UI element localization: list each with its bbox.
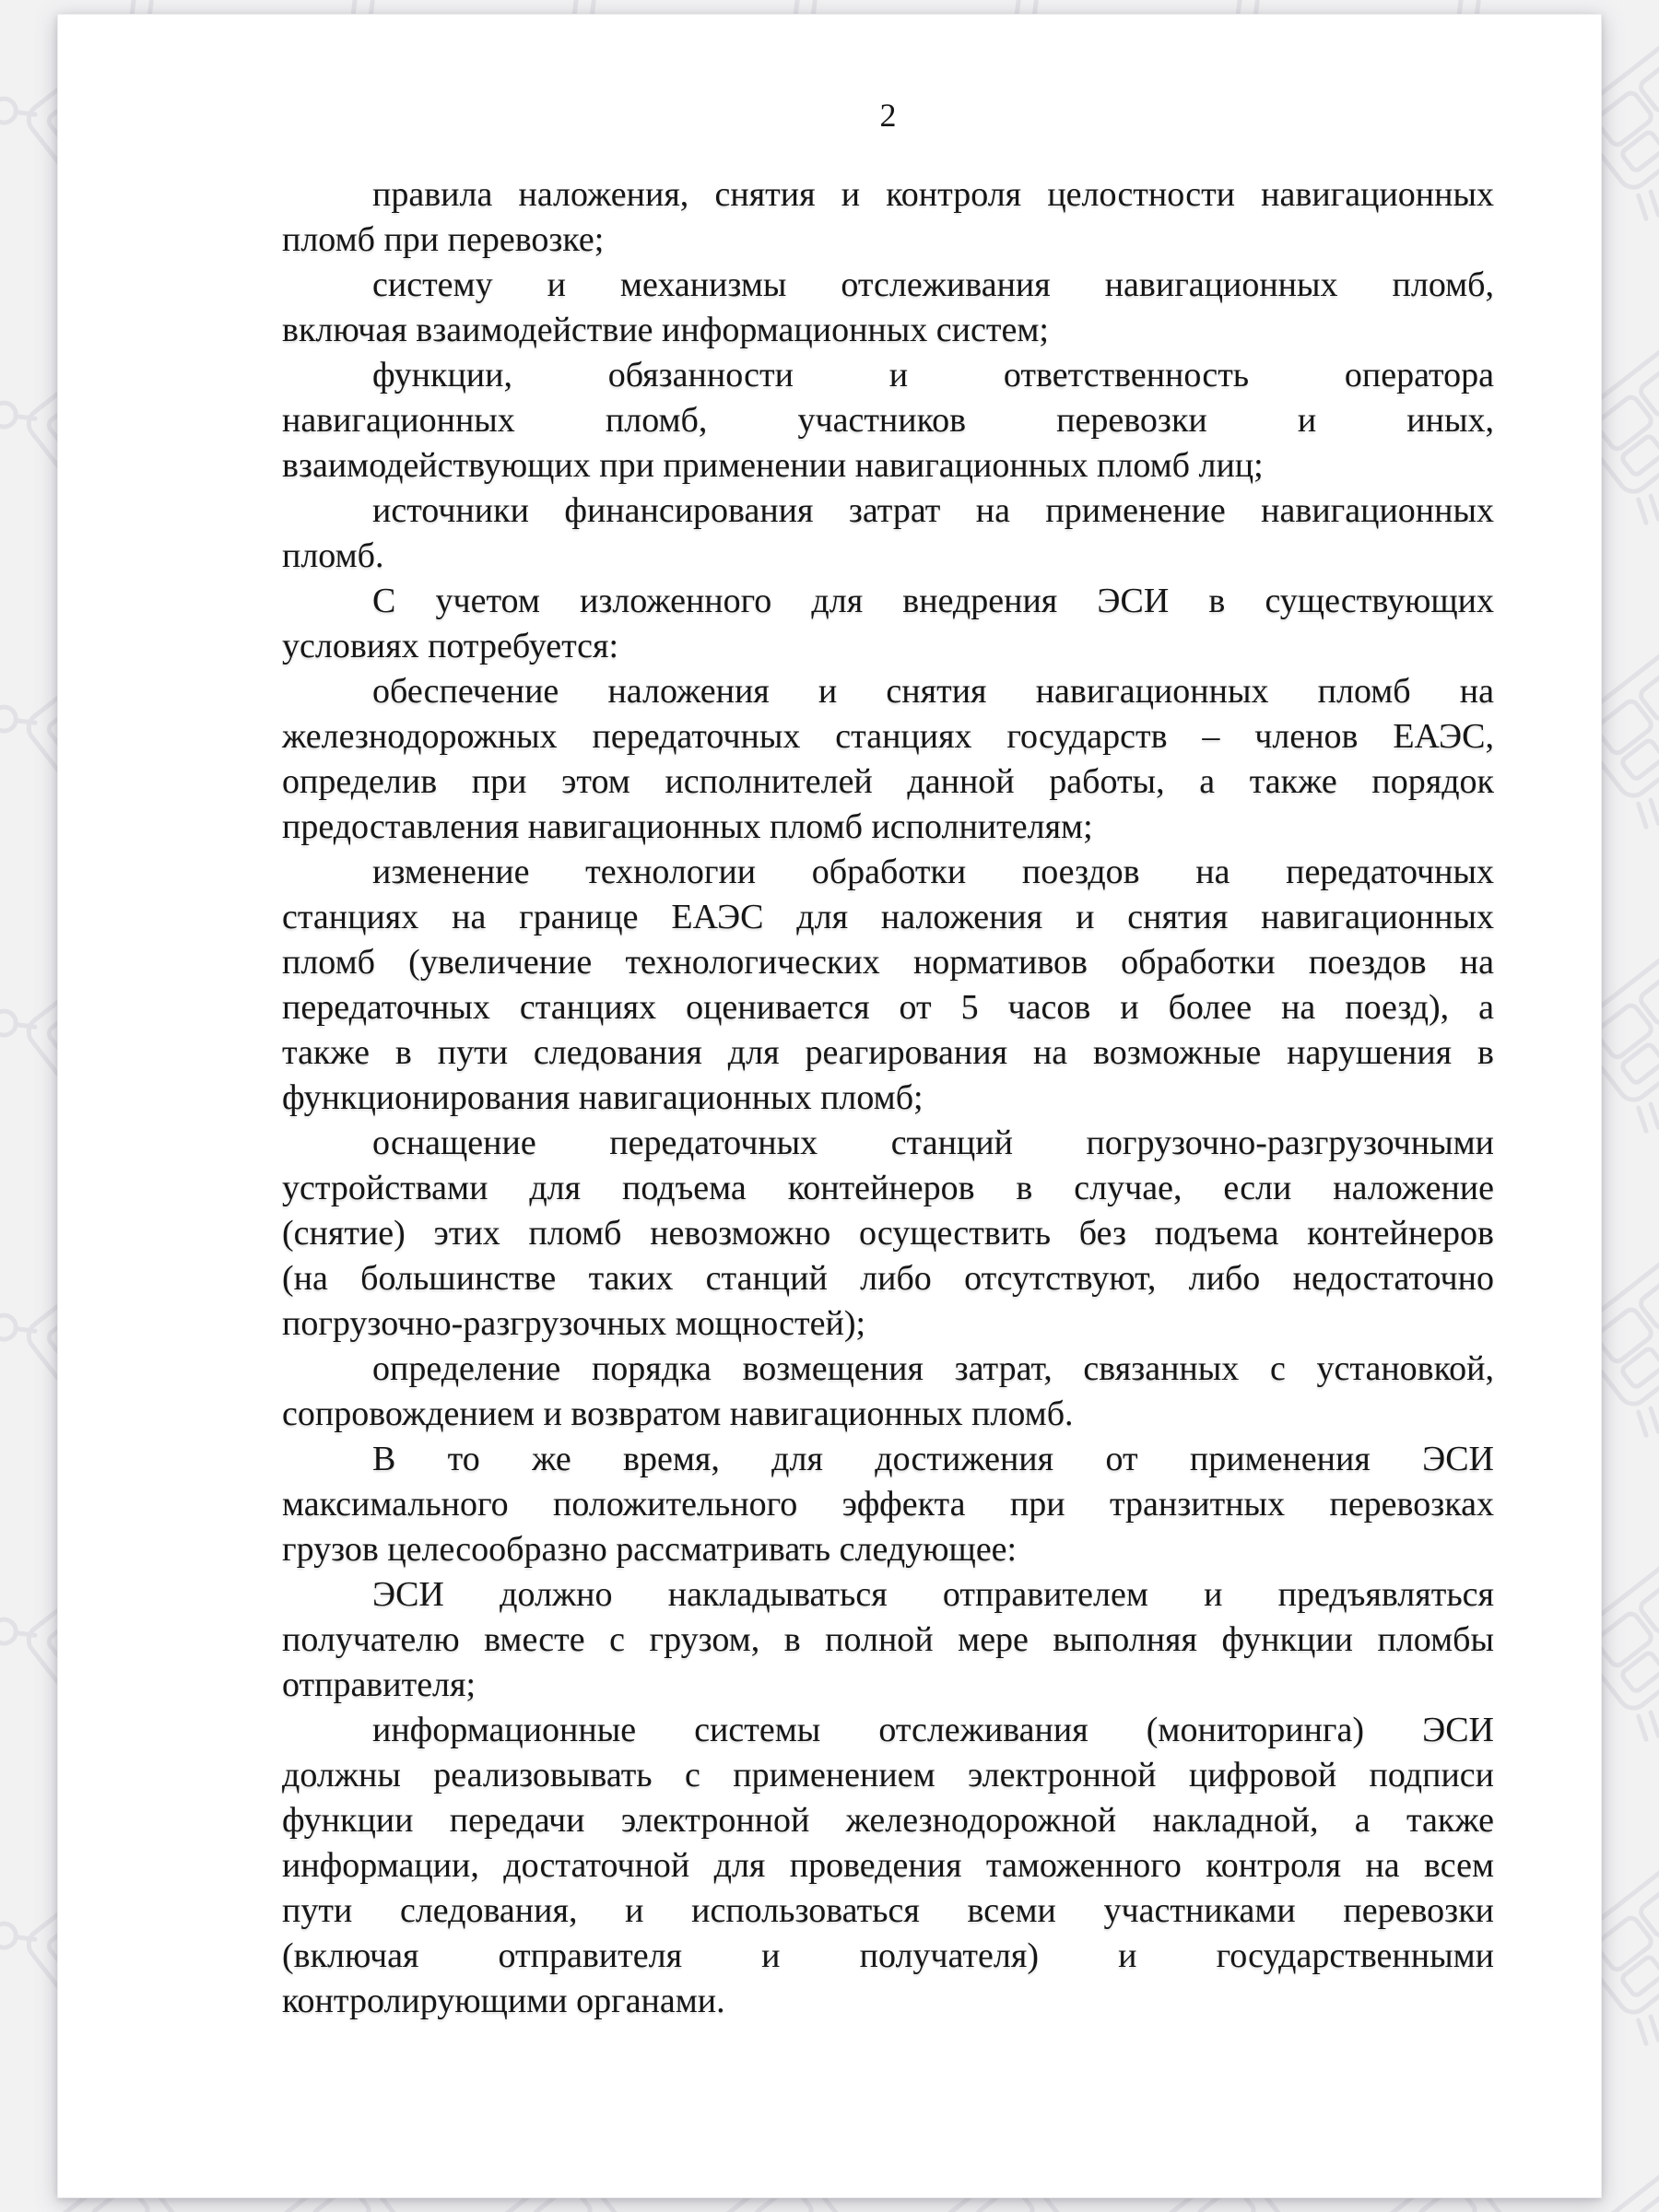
text-line: оснащение передаточных станций погрузочно-разгрузочными [372, 1124, 1494, 1162]
text-line: информации, достаточной для проведения таможенного контроля на всем [282, 1846, 1494, 1885]
text-line: обеспечение наложения и снятия навигационных пломб на [372, 672, 1494, 711]
text-line: пломб (увеличение технологических нормативов обработки поездов на [282, 943, 1494, 982]
text-line: пломб при перевозке; [282, 220, 605, 259]
text-line: навигационных пломб, участников перевозки и иных, [282, 401, 1494, 440]
paragraph [282, 850, 1494, 1121]
text-line: определение порядка возмещения затрат, связанных с установкой, [372, 1349, 1494, 1388]
text-line: функционирования навигационных пломб; [282, 1078, 924, 1117]
text-line: отправителя; [282, 1665, 477, 1704]
text-line: пломб. [282, 536, 384, 575]
text-line: определив при этом исполнителей данной работы, а также порядок [282, 762, 1494, 801]
paragraph [282, 172, 1494, 263]
text-line: (снятие) этих пломб невозможно осуществить без подъема контейнеров [282, 1214, 1494, 1253]
document-content [282, 15, 1494, 2024]
paragraph [282, 488, 1494, 579]
paragraph [282, 1437, 1494, 1572]
text-line: С учетом изложенного для внедрения ЭСИ в существующих [372, 582, 1494, 620]
text-line: сопровождением и возвратом навигационных пломб. [282, 1394, 1074, 1433]
text-line: информационные системы отслеживания (мониторинга) ЭСИ [372, 1711, 1494, 1749]
text-line: условиях потребуется: [282, 627, 619, 665]
paragraph [282, 579, 1494, 669]
text-line: устройствами для подъема контейнеров в случае, если наложение [282, 1169, 1494, 1207]
text-line: правила наложения, снятия и контроля целостности навигационных [372, 175, 1494, 214]
text-line: ЭСИ должно накладываться отправителем и предъявляться [372, 1575, 1494, 1614]
text-line: максимального положительного эффекта при транзитных перевозках [282, 1485, 1494, 1524]
text-line: источники финансирования затрат на применение навигационных [372, 491, 1494, 530]
text-line: также в пути следования для реагирования на возможные нарушения в [282, 1033, 1494, 1072]
text-line: получателю вместе с грузом, в полной мере выполняя функции пломбы [282, 1620, 1494, 1659]
text-line: функции, обязанности и ответственность оператора [372, 356, 1494, 394]
text-line: должны реализовывать с применением электронной цифровой подписи [282, 1756, 1494, 1794]
text-line: контролирующими органами. [282, 1982, 725, 2020]
text-line: систему и механизмы отслеживания навигационных пломб, [372, 265, 1494, 304]
text-line: взаимодействующих при применении навигационных пломб лиц; [282, 446, 1264, 485]
paragraph [282, 1572, 1494, 1708]
text-line: станциях на границе ЕАЭС для наложения и снятия навигационных [282, 898, 1494, 936]
text-line: передаточных станциях оценивается от 5 часов и более на поезд), а [282, 988, 1494, 1027]
paragraph [282, 1121, 1494, 1347]
paragraph [282, 669, 1494, 850]
text-line: предоставления навигационных пломб исполнителям; [282, 807, 1093, 846]
text-line: (включая отправителя и получателя) и государственными [282, 1936, 1494, 1975]
text-line: грузов целесообразно рассматривать следующее: [282, 1530, 1018, 1569]
text-line: (на большинстве таких станций либо отсутствуют, либо недостаточно [282, 1259, 1494, 1298]
text-line: погрузочно-разгрузочных мощностей); [282, 1304, 866, 1343]
document-page [57, 14, 1602, 2198]
text-line: пути следования, и использоваться всеми участниками перевозки [282, 1891, 1494, 1930]
paragraph [282, 263, 1494, 353]
document-body [282, 172, 1494, 2024]
paragraph [282, 353, 1494, 488]
text-line: В то же время, для достижения от применения ЭСИ [372, 1440, 1494, 1478]
paragraph [282, 1347, 1494, 1437]
text-line: функции передачи электронной железнодорожной накладной, а также [282, 1801, 1494, 1840]
text-line: железнодорожных передаточных станциях государств – членов ЕАЭС, [282, 717, 1494, 756]
page-number: 2 [879, 97, 897, 134]
text-line: изменение технологии обработки поездов на передаточных [372, 853, 1494, 891]
text-line: включая взаимодействие информационных систем; [282, 311, 1049, 349]
paragraph [282, 1708, 1494, 2024]
